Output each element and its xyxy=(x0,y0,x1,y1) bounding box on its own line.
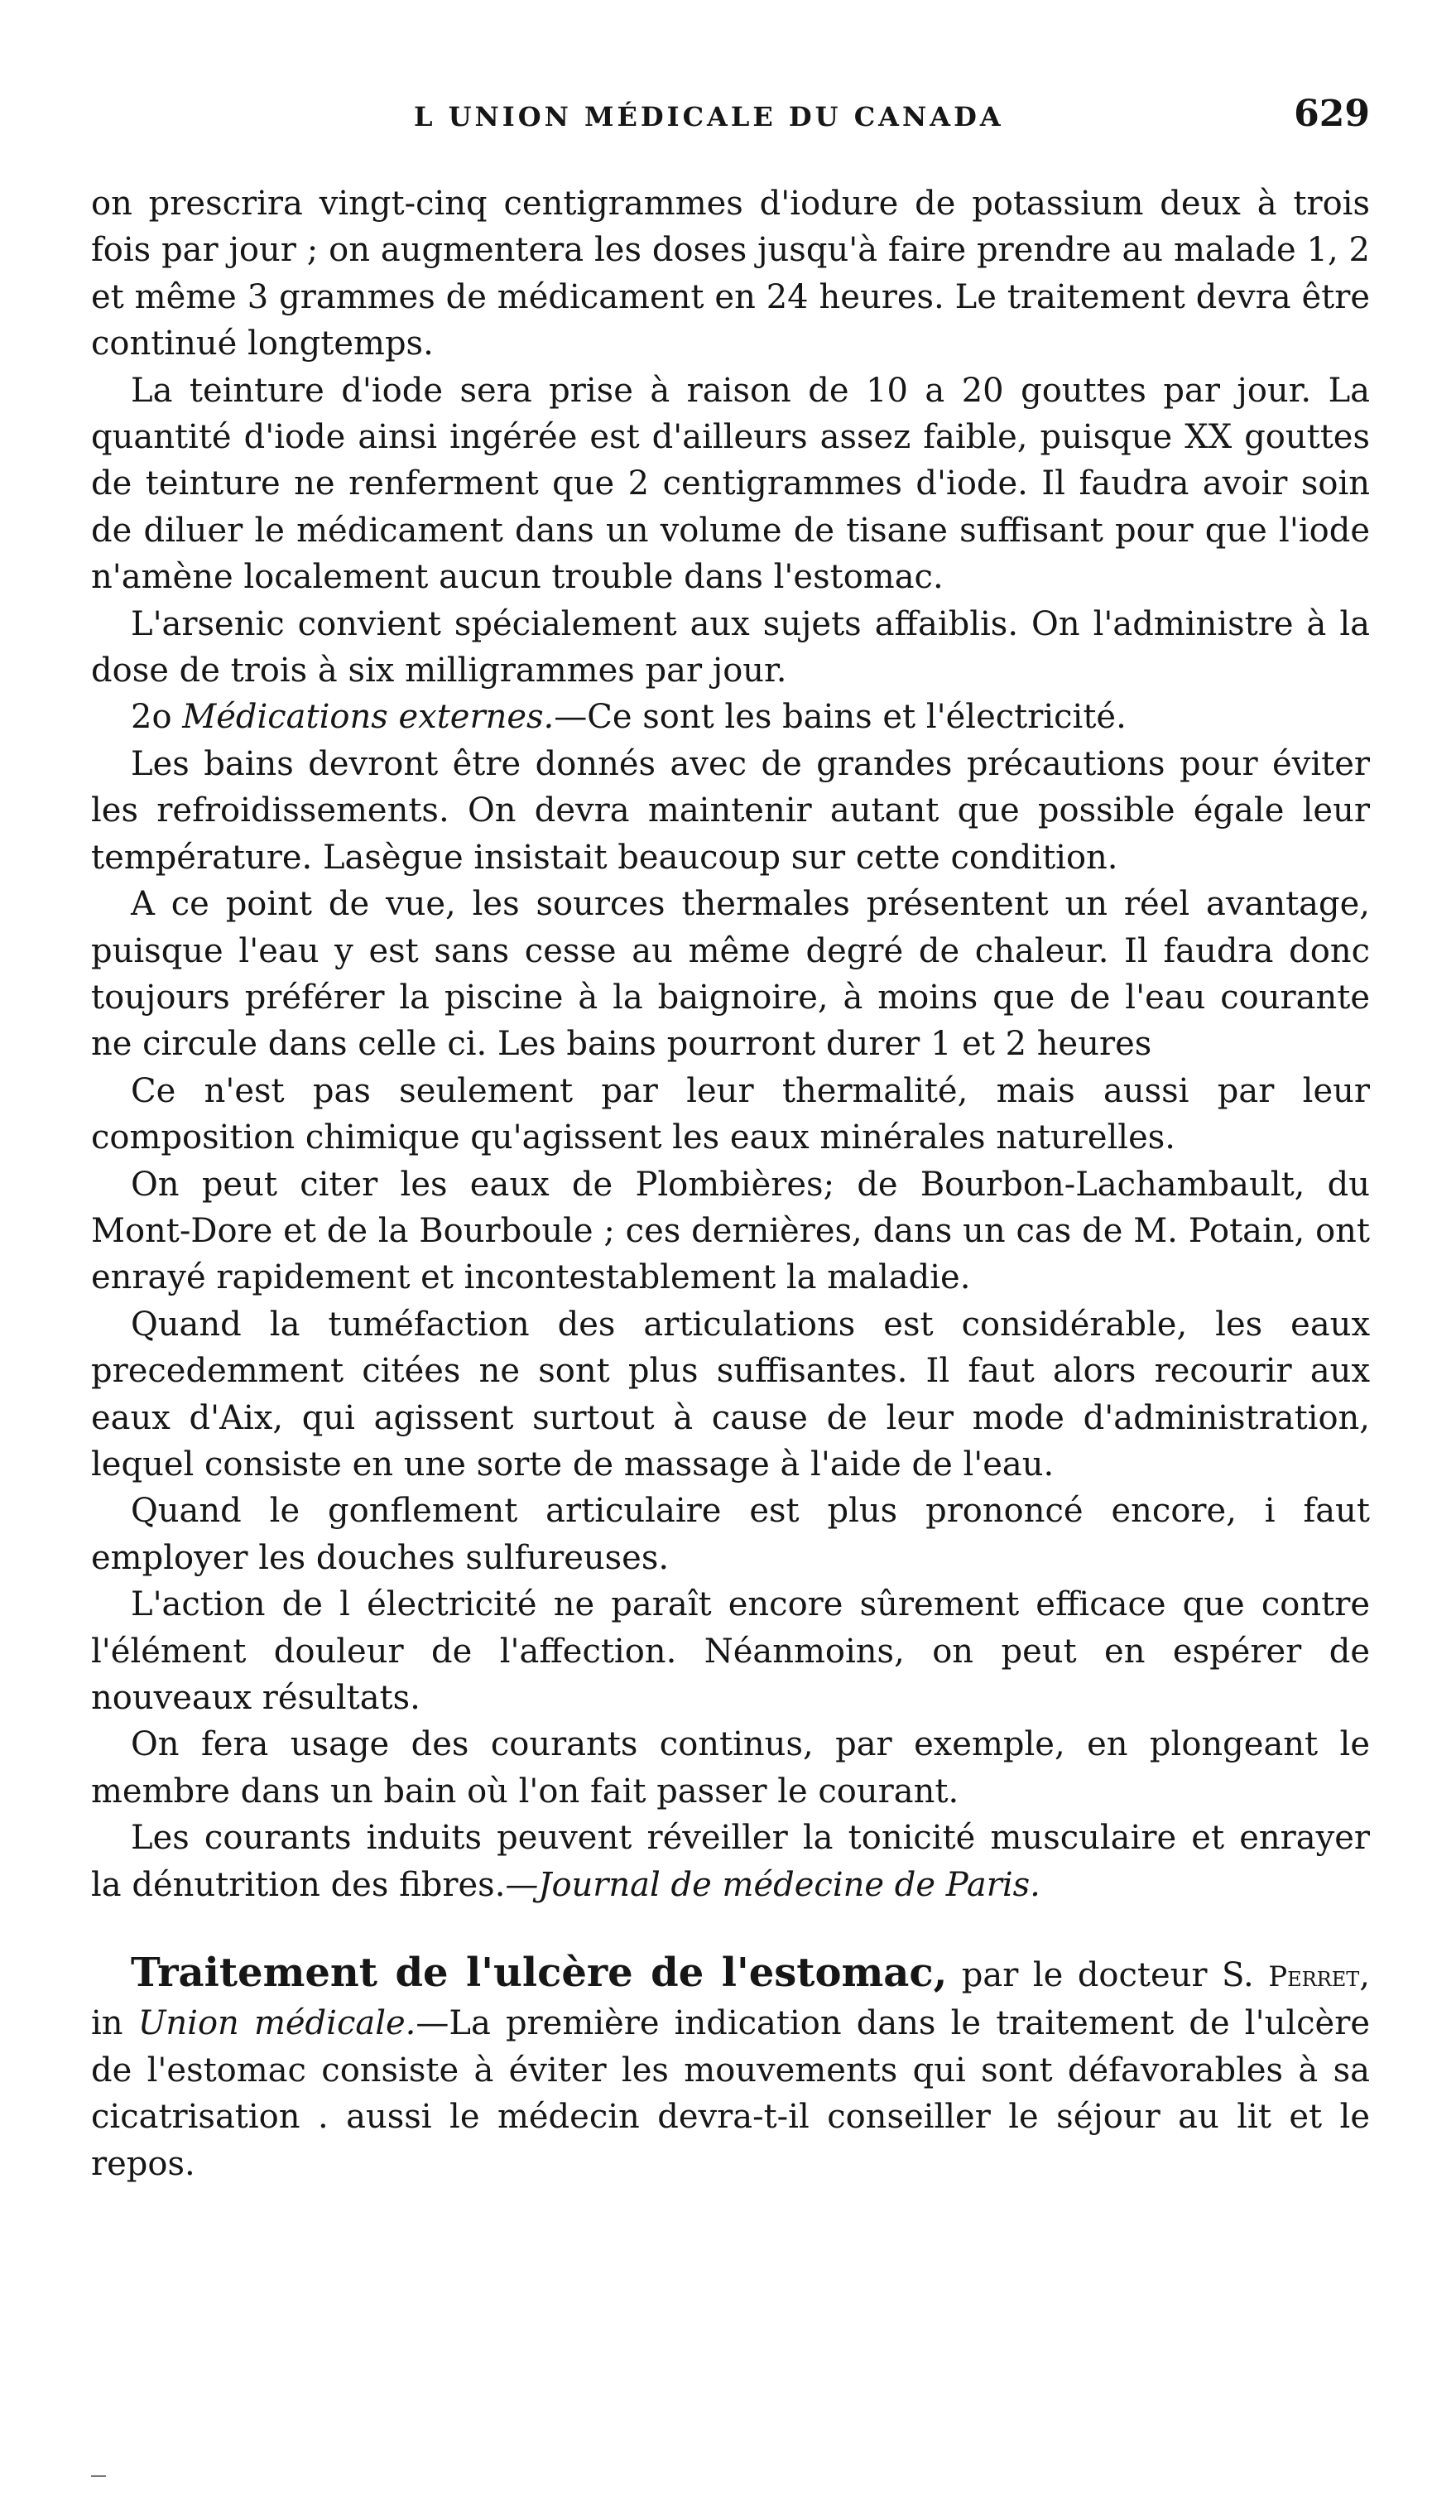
byline-text: , in xyxy=(91,1956,1371,2043)
author-name: Perret xyxy=(1268,1960,1360,1994)
paragraph-sources-thermales xyxy=(91,881,1370,1068)
paragraph-ulcere-estomac xyxy=(91,1950,1370,2187)
section-number: 2o xyxy=(131,698,183,737)
paragraph-medications-externes xyxy=(91,694,1370,740)
article-title: Traitement de l'ulcère de l'estomac, xyxy=(131,1950,948,1997)
paragraph-text: Quand la tuméfaction des articulations est considérable, les eaux precedemment citées ne sont plus suffisantes. Il faut alors recourir aux eaux d'Aix, qui agissent surtout à cause de leur mode d'administration, lequel consiste en une sorte de massage à l'aide de l'eau. xyxy=(91,1305,1370,1484)
running-header xyxy=(91,93,1370,142)
journal-title: L UNION MÉDICALE DU CANADA xyxy=(414,101,1004,132)
paragraph-courants-continus xyxy=(91,1721,1370,1815)
paragraph-text: L'action de l électricité ne paraît encore sûrement efficace que contre l'élément douleur de l'affection. Néanmoins, on peut en espérer de nouveaux résultats. xyxy=(91,1585,1370,1717)
paragraph-text: on prescrira vingt-cinq centigrammes d'iodure de potassium deux à trois fois par jour ; on augmentera les doses jusqu'à faire prendre au malade 1, 2 et même 3 grammes de médicament en 24 heures. Le traitement devra être continué longtemps. xyxy=(91,185,1370,363)
page-edge-mark xyxy=(91,2475,106,2477)
paragraph-composition-chimique xyxy=(91,1068,1370,1161)
paragraph-text: On fera usage des courants continus, par exemple, en plongeant le membre dans un bain où l'on fait passer le courant. xyxy=(91,1725,1370,1811)
journal-reference: Union médicale. xyxy=(137,2004,416,2043)
paragraph-text: Quand le gonflement articulaire est plus prononcé encore, i faut employer les douches sulfureuses. xyxy=(91,1492,1370,1577)
paragraph-text: —La première indication dans le traitement de l'ulcère de l'estomac consiste à éviter les mouvements qui sont défavorables à sa cicatrisation . aussi le médecin devra-t-il conseiller le séjour au lit et le repos. xyxy=(91,2004,1370,2183)
paragraph-eaux-citees xyxy=(91,1161,1370,1301)
paragraph-text: On peut citer les eaux de Plombières; de Bourbon-Lachambault, du Mont-Dore et de la Bourboule ; ces dernières, dans un cas de M. Potain, ont enrayé rapidement et incontestablement la maladie. xyxy=(91,1165,1370,1297)
paragraph-courants-induits xyxy=(91,1815,1370,1908)
paragraph-douches xyxy=(91,1488,1370,1581)
paragraph-eaux-aix xyxy=(91,1301,1370,1488)
paragraph-text: Les bains devront être donnés avec de grandes précautions pour éviter les refroidissements. On devra maintenir autant que possible égale leur température. Lasègue insistait beaucoup sur cette condition. xyxy=(91,744,1370,877)
paragraph-text: La teinture d'iode sera prise à raison de 10 a 20 gouttes par jour. La quantité d'iode ainsi ingérée est d'ailleurs assez faible, puisque XX gouttes de teinture ne renferment que 2 centigrammes d'iode. Il faudra avoir soin de diluer le médicament dans un volume de tisane suffisant pour que l'iode n'amène localement aucun trouble dans l'estomac. xyxy=(91,371,1370,597)
paragraph-arsenic xyxy=(91,601,1370,695)
paragraph-text: Les courants induits peuvent réveiller la tonicité musculaire et enrayer la dénutrition des fibres. xyxy=(91,1819,1370,1904)
paragraph-electricite xyxy=(91,1581,1370,1721)
paragraph-iodure-dosage xyxy=(91,180,1370,368)
paragraph-text: —Ce sont les bains et l'électricité. xyxy=(554,698,1127,737)
source-citation: —Journal de médecine de Paris. xyxy=(505,1865,1040,1904)
paragraph-text: Ce n'est pas seulement par leur thermalité, mais aussi par leur composition chimique qu'agissent les eaux minérales naturelles. xyxy=(91,1071,1370,1157)
paragraph-teinture-iode xyxy=(91,368,1370,601)
subsection-heading: Médications externes. xyxy=(182,698,555,737)
paragraph-text: A ce point de vue, les sources thermales présentent un réel avantage, puisque l'eau y est sans cesse au même degré de chaleur. Il faudra donc toujours préférer la piscine à la baignoire, à moins que de l'eau courante ne circule dans celle ci. Les bains pourront durer 1 et 2 heures xyxy=(91,885,1370,1064)
page-number: 629 xyxy=(1294,93,1370,135)
byline-text: par le docteur S. xyxy=(947,1956,1269,1995)
paragraph-bains xyxy=(91,741,1370,881)
body-text xyxy=(91,180,1370,2187)
book-page xyxy=(91,0,1370,2520)
paragraph-text: L'arsenic convient spécialement aux sujets affaiblis. On l'administre à la dose de trois à six milligrammes par jour. xyxy=(91,604,1370,690)
